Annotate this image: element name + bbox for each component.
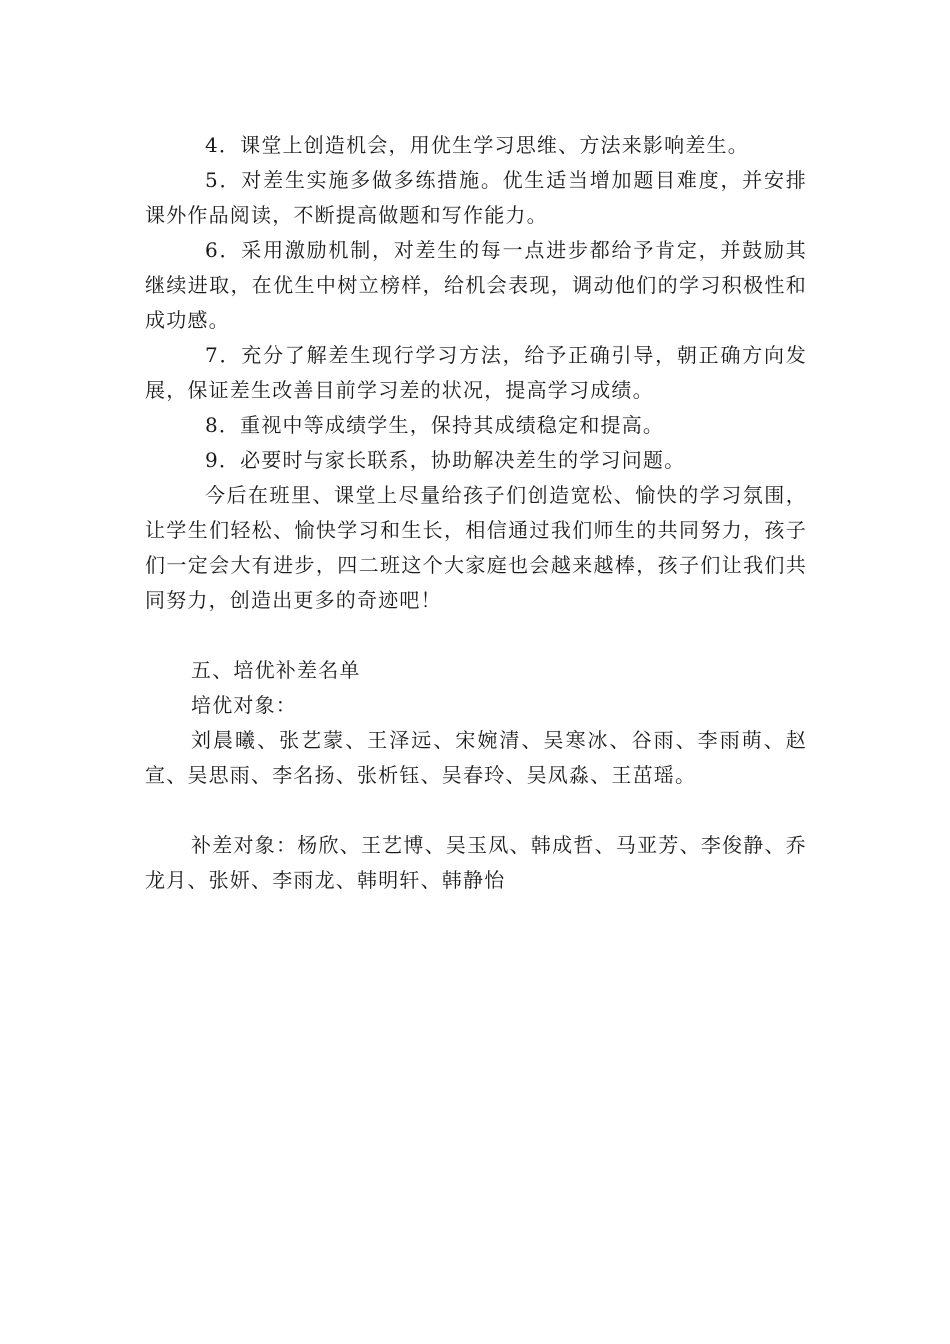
closing-paragraph: 今后在班里、课堂上尽量给孩子们创造宽松、愉快的学习氛围，让学生们轻松、愉快学习和生长，相信通过我们师生的共同努力，孩子们一定会大有进步，四二班这个大家庭也会越来越棒，孩子们让我们共同努力，创造出更多的奇迹吧！ <box>145 483 807 612</box>
measure-item-8: 8．重视中等成绩学生，保持其成绩稳定和提高。 <box>205 413 665 437</box>
spacer <box>145 618 807 653</box>
top-students-list: 刘晨曦、张艺蒙、王泽远、宋婉清、吴寒冰、谷雨、李雨萌、赵宣、吴思雨、李名扬、张析钰、吴春玲、吴凤淼、王茁瑶。 <box>145 728 807 787</box>
measure-item-5: 5．对差生实施多做多练措施。优生适当增加题目难度，并安排课外作品阅读，不断提高做题和写作能力。 <box>145 168 807 227</box>
measure-item-4: 4．课堂上创造机会，用优生学习思维、方法来影响差生。 <box>205 133 749 157</box>
measure-item-9: 9．必要时与家长联系，协助解决差生的学习问题。 <box>205 448 686 472</box>
measure-item-7: 7．充分了解差生现行学习方法，给予正确引导，朝正确方向发展，保证差生改善目前学习差的状况，提高学习成绩。 <box>145 343 807 402</box>
top-students-label: 培优对象： <box>191 693 297 717</box>
support-students-list: 补差对象：杨欣、王艺博、吴玉凤、韩成哲、马亚芳、李俊静、乔龙月、张妍、李雨龙、韩明轩、韩静怡 <box>145 833 807 892</box>
measure-item-6: 6．采用激励机制，对差生的每一点进步都给予肯定，并鼓励其继续进取，在优生中树立榜样，给机会表现，调动他们的学习积极性和成功感。 <box>145 238 807 332</box>
section-heading: 五、培优补差名单 <box>191 658 361 682</box>
document-page <box>145 128 807 898</box>
spacer <box>145 793 807 828</box>
